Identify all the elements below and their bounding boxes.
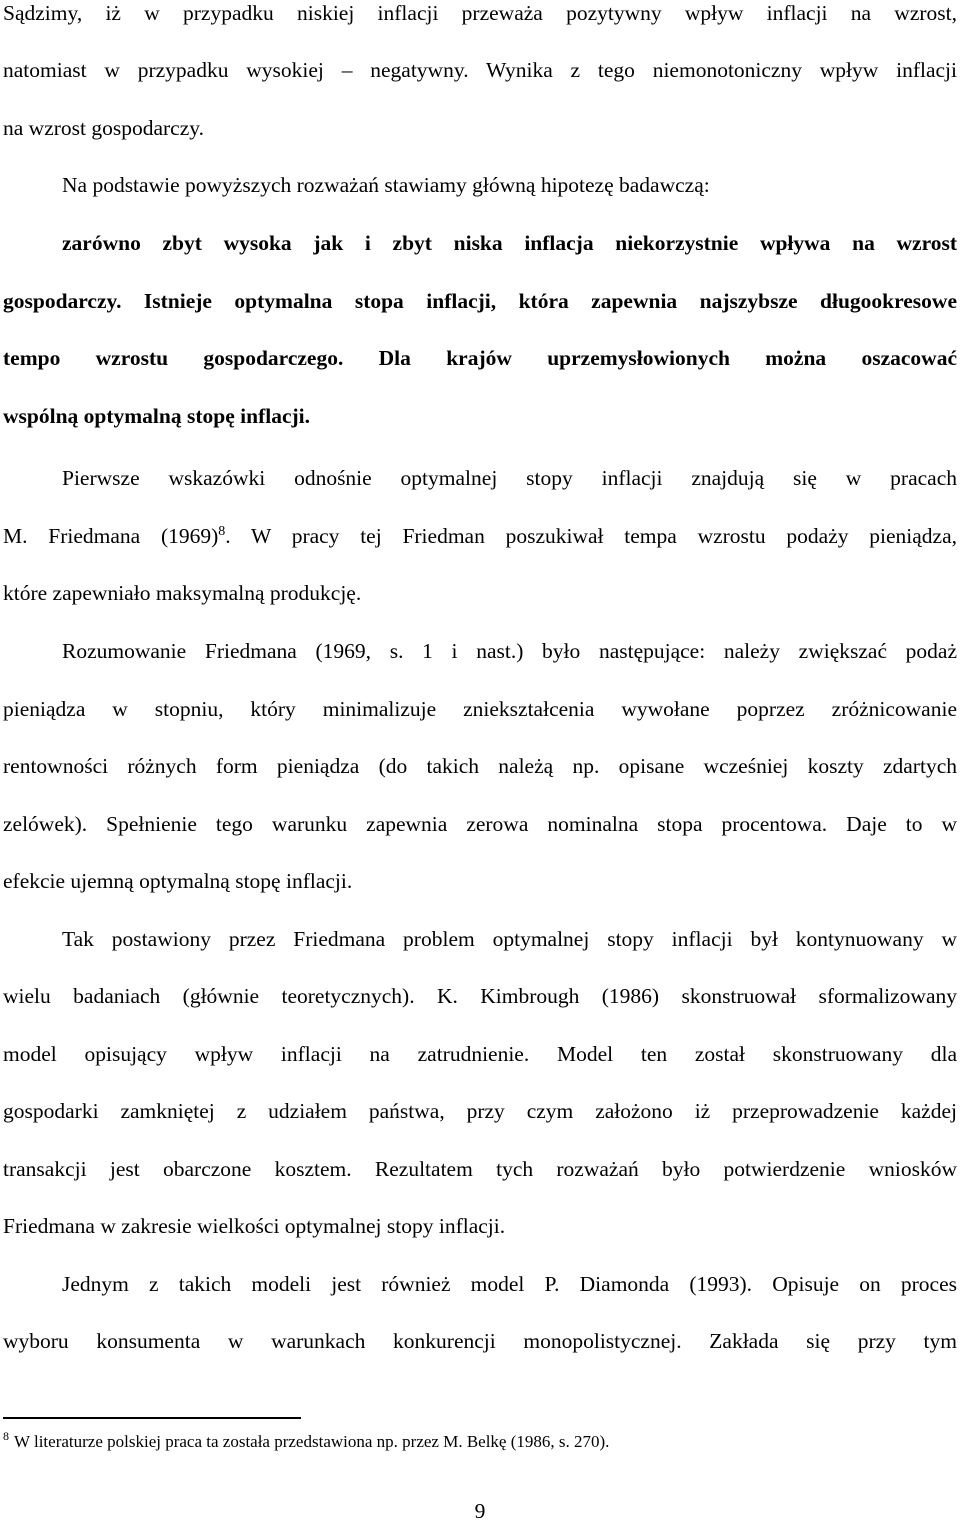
text-fragment: . W pracy tej Friedman poszukiwał tempa wzrostu podaży pieniądza, — [225, 524, 957, 548]
text-line: które zapewniało maksymalną produkcję. — [3, 581, 362, 605]
footnote — [3, 1431, 609, 1453]
text-line: model opisujący wpływ inflacji na zatrudnienie. Model ten został skonstruowany dla — [3, 1042, 957, 1066]
text-line: Sądzimy, iż w przypadku niskiej inflacji przeważa pozytywny wpływ inflacji na wzrost, — [3, 1, 957, 25]
text-line: natomiast w przypadku wysokiej – negatywny. Wynika z tego niemonotoniczny wpływ inflacji — [3, 58, 957, 82]
footnote-text: W literaturze polskiej praca ta została przedstawiona np. przez M. Belkę (1986, s. 270). — [14, 1432, 610, 1451]
text-line: transakcji jest obarczone kosztem. Rezultatem tych rozważań było potwierdzenie wniosków — [3, 1157, 957, 1181]
text-line: Pierwsze wskazówki odnośnie optymalnej stopy inflacji znajdują się w pracach — [62, 466, 957, 490]
text-line: rentowności różnych form pieniądza (do takich należą np. opisane wcześniej koszty zdartych — [3, 754, 957, 778]
text-line: zarówno zbyt wysoka jak i zbyt niska inflacja niekorzystnie wpływa na wzrost — [62, 231, 957, 255]
text-line: pieniądza w stopniu, który minimalizuje zniekształcenia wywołane poprzez zróżnicowanie — [3, 697, 957, 721]
text-line: efekcie ujemną optymalną stopę inflacji. — [3, 869, 353, 893]
text-line: Tak postawiony przez Friedmana problem optymalnej stopy inflacji był kontynuowany w — [62, 927, 957, 951]
page-number: 9 — [474, 1499, 486, 1523]
text-line: tempo wzrostu gospodarczego. Dla krajów uprzemysłowionych można oszacować — [3, 346, 957, 370]
footnote-reference: 8 — [218, 523, 226, 539]
text-line: zelówek). Spełnienie tego warunku zapewnia zerowa nominalna stopa procentowa. Daje to w — [3, 812, 957, 836]
text-line: Friedmana w zakresie wielkości optymalnej stopy inflacji. — [3, 1214, 506, 1238]
footnote-mark: 8 — [3, 1429, 9, 1444]
text-line: gospodarki zamkniętej z udziałem państwa, przy czym założono iż przeprowadzenie każdej — [3, 1099, 957, 1123]
text-line: na wzrost gospodarczy. — [3, 116, 204, 140]
footnote-separator — [3, 1417, 301, 1419]
text-line: Rozumowanie Friedmana (1969, s. 1 i nast.) było następujące: należy zwiększać podaż — [62, 639, 957, 663]
text-line: Na podstawie powyższych rozważań stawiamy główną hipotezę badawczą: — [62, 173, 710, 197]
text-line: Jednym z takich modeli jest również model P. Diamonda (1993). Opisuje on proces — [62, 1272, 957, 1296]
text-line — [3, 523, 957, 549]
text-line: wielu badaniach (głównie teoretycznych). K. Kimbrough (1986) skonstruował sformalizowany — [3, 984, 957, 1008]
text-line: wspólną optymalną stopę inflacji. — [3, 404, 311, 428]
text-fragment: M. Friedmana (1969) — [3, 524, 219, 548]
text-line: gospodarczy. Istnieje optymalna stopa inflacji, która zapewnia najszybsze długookresowe — [3, 289, 957, 313]
text-line: wyboru konsumenta w warunkach konkurencji monopolistycznej. Zakłada się przy tym — [3, 1329, 957, 1353]
